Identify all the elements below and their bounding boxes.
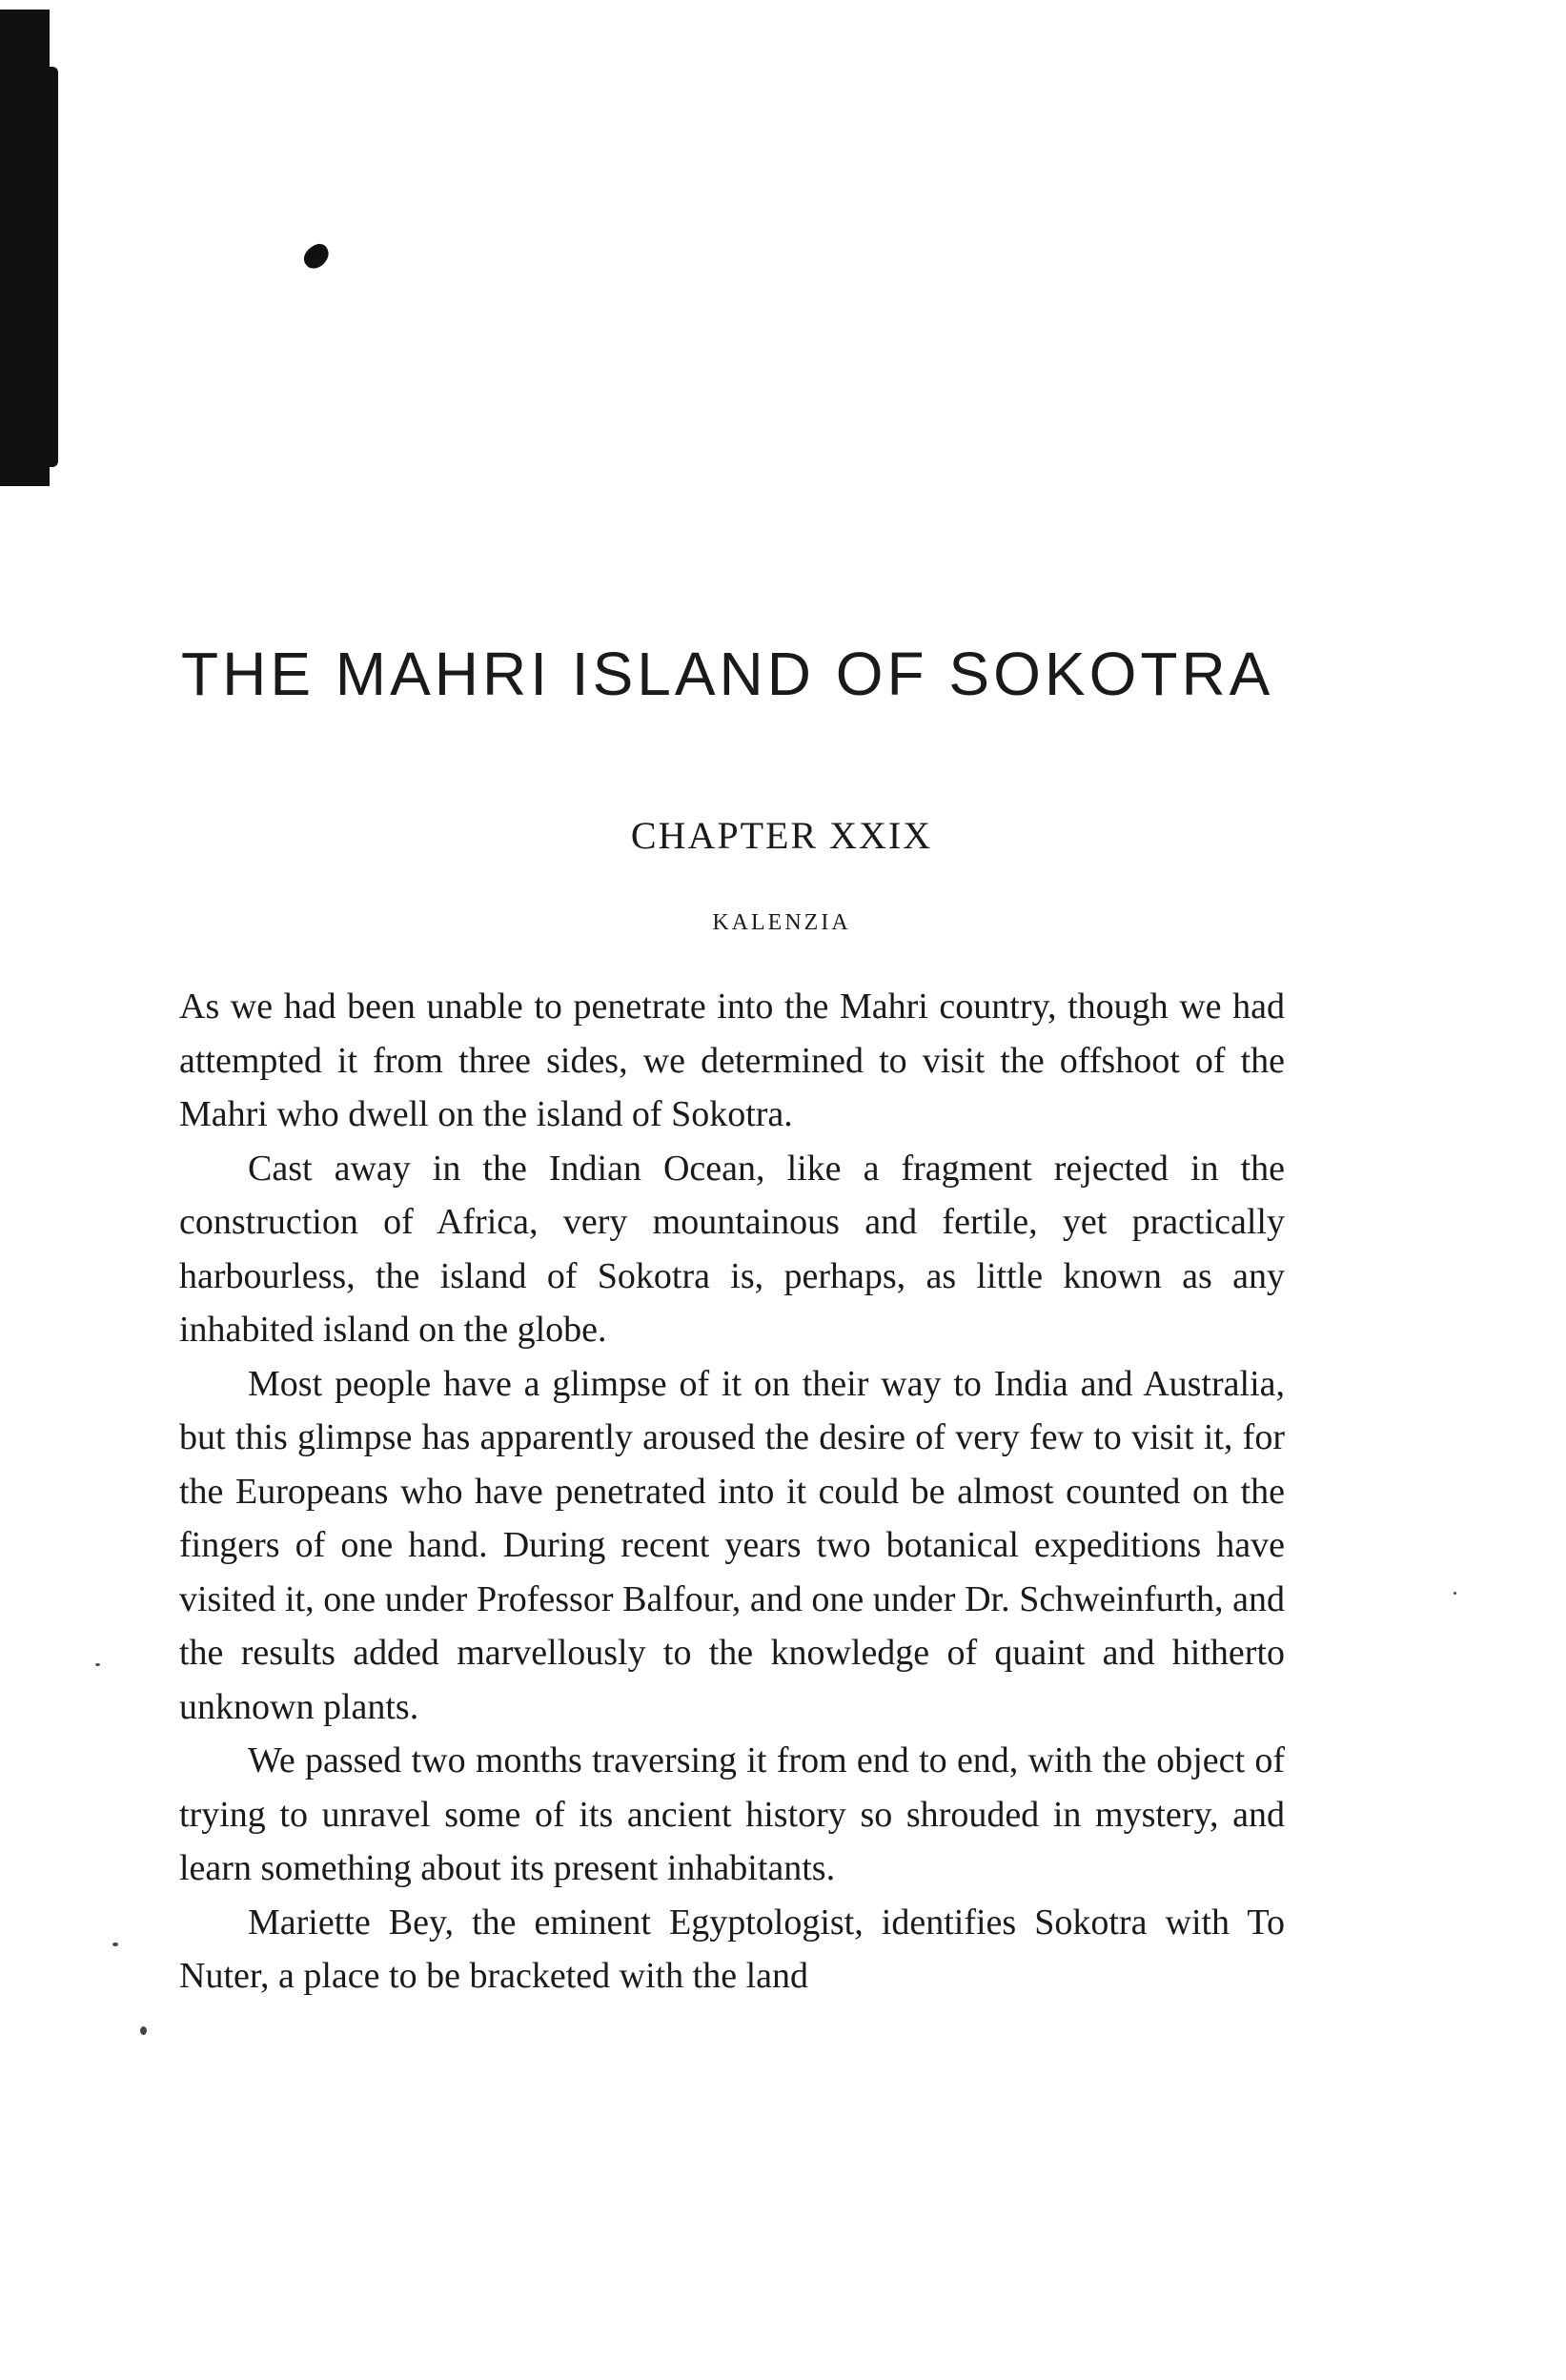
chapter-heading: CHAPTER XXIX [630, 814, 933, 857]
body-paragraph: As we had been unable to penetrate into the Mahri country, though we had attempted it from three sides, we determined to visit the offshoot of the Mahri who dwell on the island of Sokotra. [179, 987, 1285, 1134]
scan-speck [95, 1663, 100, 1666]
body-paragraph: Most people have a glimpse of it on their way to India and Australia, but this glimpse has apparently aroused the desire of very few to visit it, for the Europeans who have penetrated into it could be almost counted on the fingers of one hand. During recent years two botanical expeditions have visited it, one under Professor Balfour, and one under Dr. Schweinfurth, and the results added marvellously to the knowledge of quaint and hitherto unknown plants. [179, 1363, 1285, 1727]
chapter-subtitle: KALENZIA [712, 910, 851, 935]
body-paragraph: Cast away in the Indian Ocean, like a fragment rejected in the construction of Africa, very mountainous and fertile, yet practically harbourless, the island of Sokotra is, perhaps, as little known as any inhabited island on the globe. [179, 1148, 1285, 1350]
page-title: THE MAHRI ISLAND OF SOKOTRA [181, 640, 1274, 708]
ink-blot-mark [299, 240, 334, 273]
scan-speck [140, 2026, 147, 2035]
scan-speck [1454, 1592, 1456, 1595]
body-paragraph: We passed two months traversing it from end to end, with the object of trying to unravel some of its ancient history so shrouded in mystery, and learn something about its present inhabitants. [179, 1740, 1285, 1888]
chapter-body [179, 980, 1285, 2004]
scan-binding-edge [0, 10, 50, 486]
body-paragraph: Mariette Bey, the eminent Egyptologist, identifies Sokotra with To Nuter, a place to be bracketed with the land [179, 1902, 1285, 1996]
scan-speck [112, 1943, 118, 1946]
